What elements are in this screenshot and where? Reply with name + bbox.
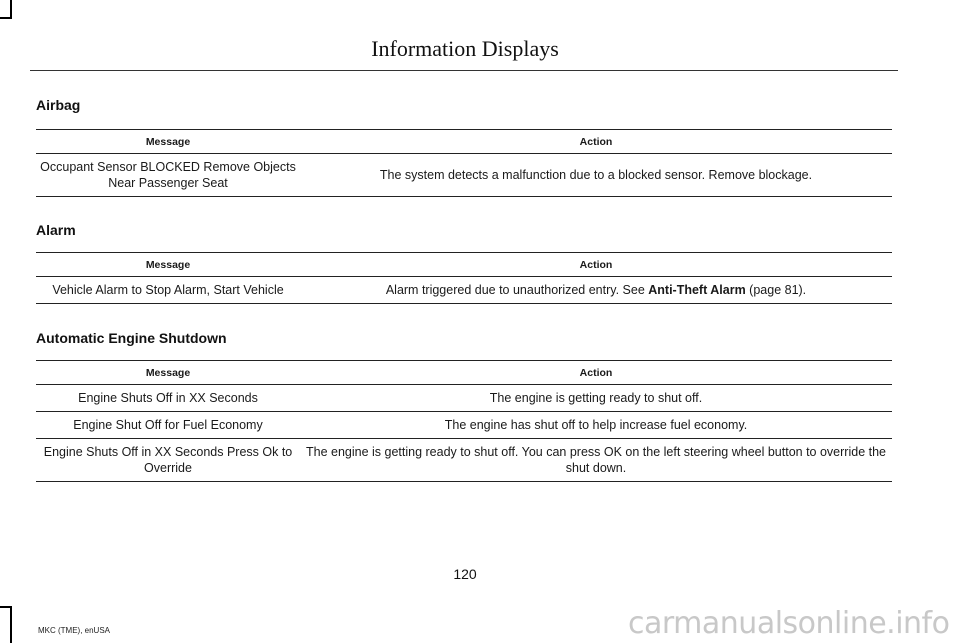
table-row: [36, 385, 892, 412]
engine-shutdown-table: [36, 360, 892, 482]
action-text: Alarm triggered due to unauthorized entry. See: [385, 283, 649, 297]
section-heading-alarm: Alarm: [36, 222, 76, 238]
section-heading-automatic-engine-shutdown: Automatic Engine Shutdown: [36, 330, 227, 346]
action-cell: The engine has shut off to help increase fuel economy.: [300, 412, 892, 439]
action-cell: The system detects a malfunction due to a blocked sensor. Remove blockage.: [300, 154, 892, 197]
page-reference: (page 81).: [745, 283, 807, 297]
table-row: [36, 412, 892, 439]
message-cell: Engine Shuts Off in XX Seconds Press Ok to Override: [36, 439, 300, 482]
crop-mark: [10, 0, 12, 17]
action-cell: [300, 277, 892, 304]
crop-mark: [0, 606, 12, 608]
column-header-message: Message: [36, 130, 300, 154]
column-header-action: Action: [300, 130, 892, 154]
column-header-message: Message: [36, 253, 300, 277]
table-row: [36, 154, 892, 197]
column-header-message: Message: [36, 361, 300, 385]
section-heading-airbag: Airbag: [36, 97, 81, 113]
watermark: carmanualsonline.info: [628, 606, 950, 641]
message-cell: Engine Shut Off for Fuel Economy: [36, 412, 300, 439]
column-header-action: Action: [300, 361, 892, 385]
crop-mark: [0, 17, 12, 19]
column-header-action: Action: [300, 253, 892, 277]
page-header-title: Information Displays: [371, 36, 559, 61]
table-row: [36, 277, 892, 304]
alarm-table: [36, 252, 892, 304]
document-id: MKC (TME), enUSA: [38, 626, 111, 635]
crop-mark: [10, 606, 12, 643]
message-cell: Vehicle Alarm to Stop Alarm, Start Vehicle: [36, 277, 300, 304]
action-cell: The engine is getting ready to shut off.: [300, 385, 892, 412]
anti-theft-alarm-link[interactable]: Anti-Theft Alarm: [648, 283, 746, 297]
message-cell: Occupant Sensor BLOCKED Remove Objects Near Passenger Seat: [36, 154, 300, 197]
page-number: 120: [453, 566, 477, 582]
airbag-table: [36, 129, 892, 197]
table-row: [36, 439, 892, 482]
message-cell: Engine Shuts Off in XX Seconds: [36, 385, 300, 412]
header-divider: [30, 70, 898, 71]
action-cell: The engine is getting ready to shut off. You can press OK on the left steering wheel button to override the shut down.: [300, 439, 892, 482]
